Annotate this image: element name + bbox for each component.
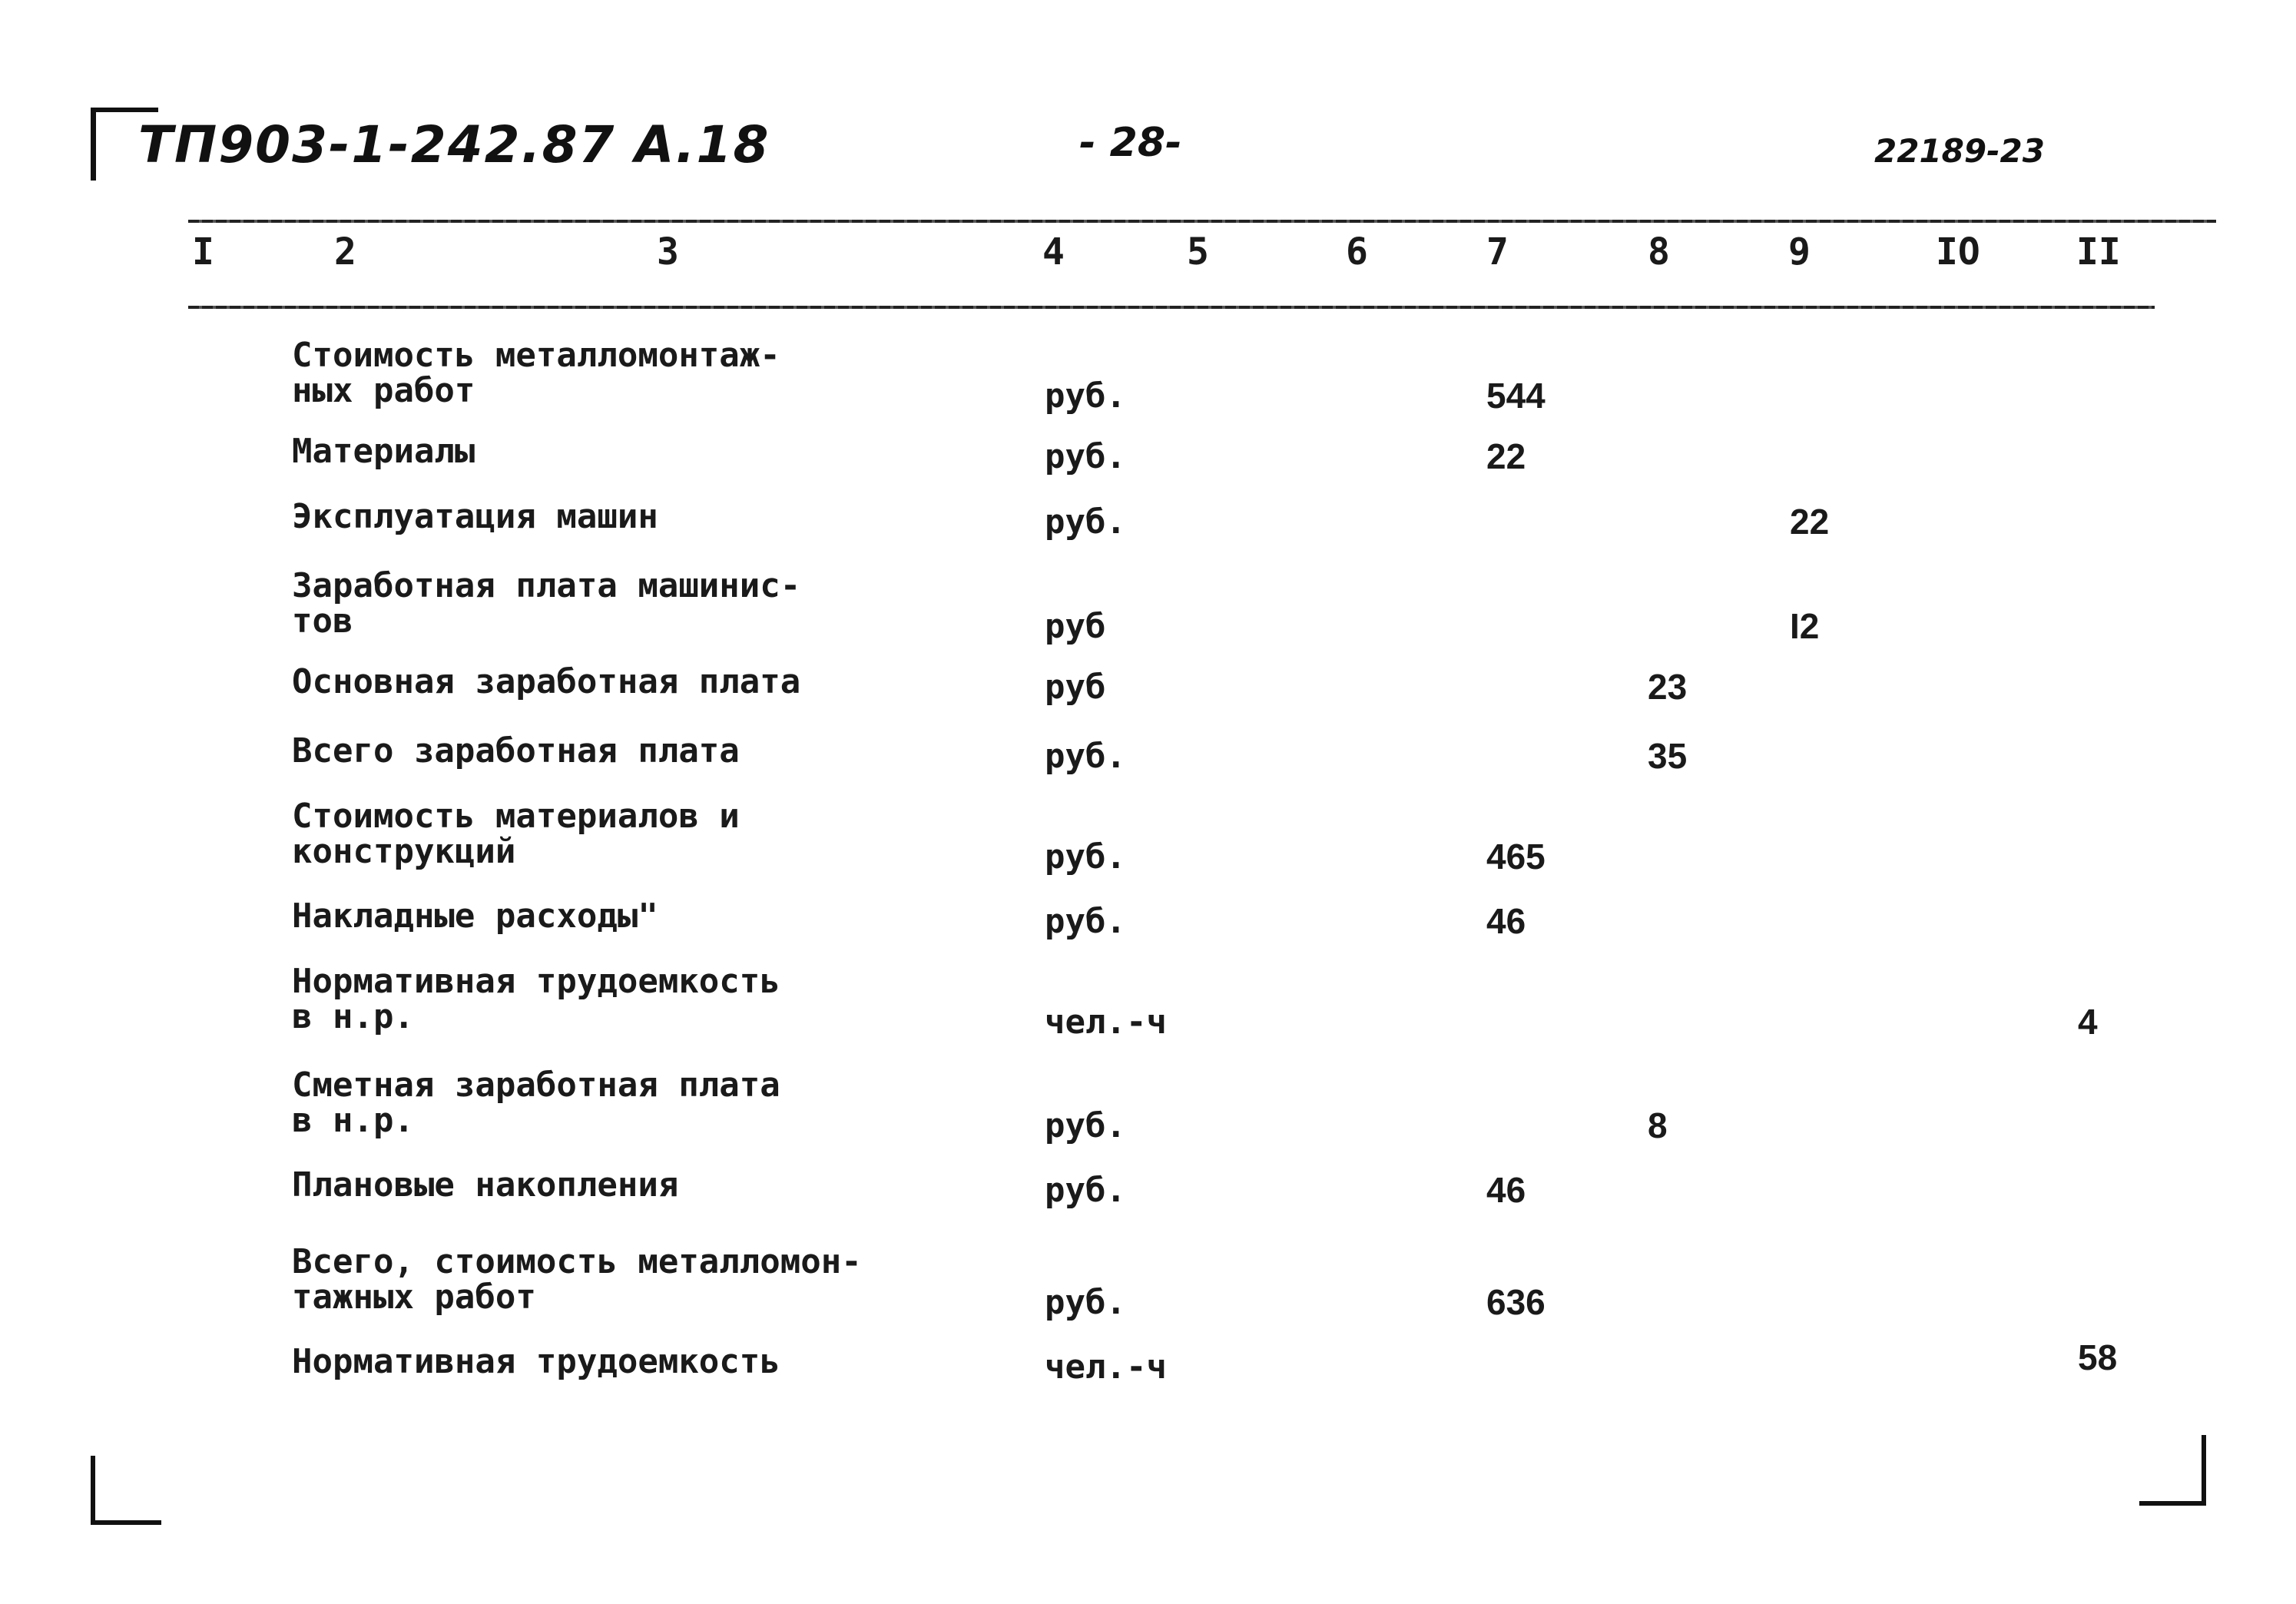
row-unit: руб. [1045,1171,1126,1210]
row-value-col-9: I2 [1790,606,1820,646]
column-number: IO [1936,230,1980,273]
row-label: Нормативная трудоемкость [292,1342,780,1381]
row-unit: руб. [1045,376,1126,416]
row-label: Заработная плата машинис- тов [292,566,801,641]
row-value-col-7: 544 [1486,376,1546,416]
row-unit: чел.-ч [1045,1002,1167,1042]
table-header-bottom-rule [188,306,2155,309]
row-label: Стоимость металломонтаж- ных работ [292,336,780,410]
corner-mark-top-left-horizontal [91,108,158,112]
row-unit: руб. [1045,1283,1126,1322]
corner-mark-bottom-right-horizontal [2139,1501,2206,1506]
row-label: Сметная заработная плата в н.р. [292,1065,780,1140]
row-unit: руб [1045,668,1106,707]
row-unit: руб. [1045,1106,1126,1145]
row-label: Всего заработная плата [292,731,740,771]
column-number: I [192,230,214,273]
row-value-col-7: 46 [1486,1170,1526,1210]
column-number: 6 [1346,230,1368,273]
row-unit: руб. [1045,437,1126,476]
column-number: 7 [1486,230,1509,273]
column-number: II [2076,230,2121,273]
column-number: 4 [1042,230,1065,273]
row-label: Нормативная трудоемкость в н.р. [292,962,780,1036]
corner-mark-bottom-left-vertical [91,1456,95,1525]
row-label: Накладные расходы" [292,896,658,936]
row-value-col-II: 58 [2078,1337,2118,1377]
row-value-col-8: 8 [1648,1105,1668,1145]
row-unit: чел.-ч [1045,1347,1167,1387]
page-number: - 28- [1079,120,1182,166]
row-unit: руб [1045,607,1106,646]
row-unit: руб. [1045,837,1126,877]
row-value-col-7: 636 [1486,1282,1546,1322]
corner-mark-top-left-vertical [91,108,96,181]
sheet-number: 22189-23 [1874,132,2045,170]
column-number: 8 [1648,230,1670,273]
row-label: Материалы [292,432,475,471]
column-number: 5 [1187,230,1209,273]
row-unit: руб. [1045,502,1126,542]
row-unit: руб. [1045,737,1126,776]
row-label: Эксплуатация машин [292,497,658,536]
corner-mark-bottom-left-horizontal [91,1520,161,1525]
column-number: 3 [657,230,679,273]
row-label: Всего, стоимость металломон- тажных работ [292,1242,862,1317]
row-label: Плановые накопления [292,1165,679,1205]
corner-mark-bottom-right-vertical [2202,1435,2206,1506]
row-unit: руб. [1045,902,1126,941]
row-value-col-7: 46 [1486,901,1526,941]
table-top-rule [188,220,2216,223]
row-value-col-8: 35 [1648,736,1688,776]
row-value-col-7: 22 [1486,436,1526,476]
column-number: 2 [334,230,356,273]
column-number: 9 [1788,230,1811,273]
row-value-col-8: 23 [1648,667,1688,707]
row-value-col-9: 22 [1790,502,1830,542]
row-label: Стоимость материалов и конструкций [292,797,740,871]
row-label: Основная заработная плата [292,662,801,701]
row-value-col-II: 4 [2078,1002,2098,1042]
row-value-col-7: 465 [1486,837,1546,877]
document-code: ТП903-1-242.87 А.18 [138,115,770,174]
